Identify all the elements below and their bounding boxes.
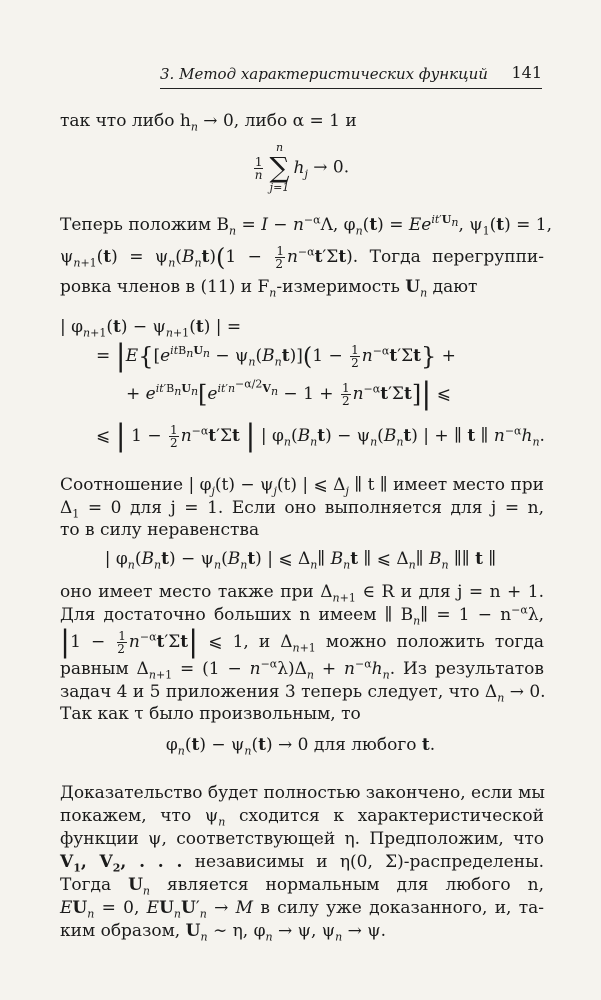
inequality-formula: | $\varphi_n(B_nt) - \psi_n(B_nt)$ | ⩽ $\Delta_n\parallel$ $B_nt$ ∥ ⩽ $\Delta_n\parallel$ $B_n$ ∥∥ t ∥ xyxy=(104,549,497,572)
chapter-title: 3. Метод характеристических функций xyxy=(160,65,488,83)
text-line-13: Так как τ было произвольным, то xyxy=(60,704,361,724)
text-line-16: функции ψ, соответствующей η. Предположим, что xyxy=(60,829,544,849)
text-line-3: $\psi_{n+1}(t) = \psi_n(B_nt)(1$ − $\frac{1}{2}$ $n^{-\alpha}t'\Sigma t$). Тогда перегруппи- xyxy=(60,243,544,272)
text-line-14: Доказательство будет полностью закончено, если мы xyxy=(60,783,545,803)
page-number: 141 xyxy=(511,63,542,82)
text-line-8: оно имеет место также при $\Delta_{n+1}$ ∈ R и для j = n + 1. xyxy=(60,582,545,605)
equation-line-1: | $\varphi_{n+1}(t) - \psi_{n+1}(t)$ | = xyxy=(60,317,242,340)
text-line-2: Теперь положим $B_n = I - n^{-\alpha}\Lambda$, $\varphi_n(t) = Ee^{it'U_n}$, $\psi_1(t) = 1$, xyxy=(60,213,553,238)
equation-line-4: ⩽ | 1 − $\frac{1}{2}$ $n^{-\alpha}t'\Sigma t$ | | $\varphi_n(B_nt) - \psi_n(B_nt)$ | + ∥ t ∥ $n^{-\alpha}h_n$. xyxy=(96,418,545,454)
equation-line-3: + $e^{it'B_nU_n}[e^{it'n^{-\alpha/2}V_n} - 1$ + $\frac{1}{2}$ $n^{-\alpha}t'\Sigma t]|$ ⩽ xyxy=(126,376,451,412)
text-line-7: то в силу неравенства xyxy=(60,520,260,540)
text-line-11: равным $\Delta_{n+1} = (1 - n^{-\alpha}\lambda)\Delta_n + n^{-\alpha}h_n$. Из результатов xyxy=(60,657,544,682)
running-header xyxy=(160,62,542,89)
text-line-1: так что либо $h_n \to 0$, либо α = 1 и xyxy=(60,111,357,134)
formula-sum: $\frac{1}{n}$ n ∑ j=1 $h_j \to 0$. xyxy=(254,141,350,194)
text-line-6: $\Delta_1 = 0$ для j = 1. Если оно выполняется для j = n, xyxy=(60,498,544,521)
convergence-formula: $\varphi_n(t) - \psi_n(t) \to 0$ для любого t. xyxy=(165,735,436,758)
text-line-4: ровка членов в (11) и $F_n$-измеримость $U_n$ дают xyxy=(60,277,478,300)
text-line-5: Соотношение | $\varphi_j(t) - \psi_j(t)$ | ⩽ $\Delta_j$ ∥ t ∥ имеет место при xyxy=(60,475,545,498)
text-line-9: Для достаточно больших n имеем ∥ $B_n\parallel = 1 - n^{-\alpha}\lambda$, xyxy=(60,603,544,628)
text-line-10: |1 − $\frac{1}{2}$ $n^{-\alpha}t'\Sigma t|$ ⩽ 1, и $\Delta_{n+1}$ можно положить тогда xyxy=(60,624,544,660)
equation-line-2: = $|E\{[e^{itB_nU_n} - \psi_n(B_nt)](1$ − $\frac{1}{2}$ $n^{-\alpha}t'\Sigma t$} + xyxy=(96,338,456,374)
text-line-19: $EU_n = 0$, $EU_nU'_n \to M$ в силу уже доказанного, и, та- xyxy=(60,898,544,921)
text-line-18: Тогда $U_n$ является нормальным для любого n, xyxy=(60,875,545,898)
text-line-12: задач 4 и 5 приложения 3 теперь следует, что $\Delta_n \to 0$. xyxy=(60,682,546,705)
text-line-17: $V_1$, $V_2$, . . . независимы и η(0, Σ)-распределены. xyxy=(60,852,545,875)
text-line-15: покажем, что $\psi_n$ сходится к характеристической xyxy=(60,806,545,829)
text-line-20: ким образом, $U_n$ ∼ η, $\varphi_n \to \psi$, $\psi_n \to \psi$. xyxy=(60,921,387,944)
